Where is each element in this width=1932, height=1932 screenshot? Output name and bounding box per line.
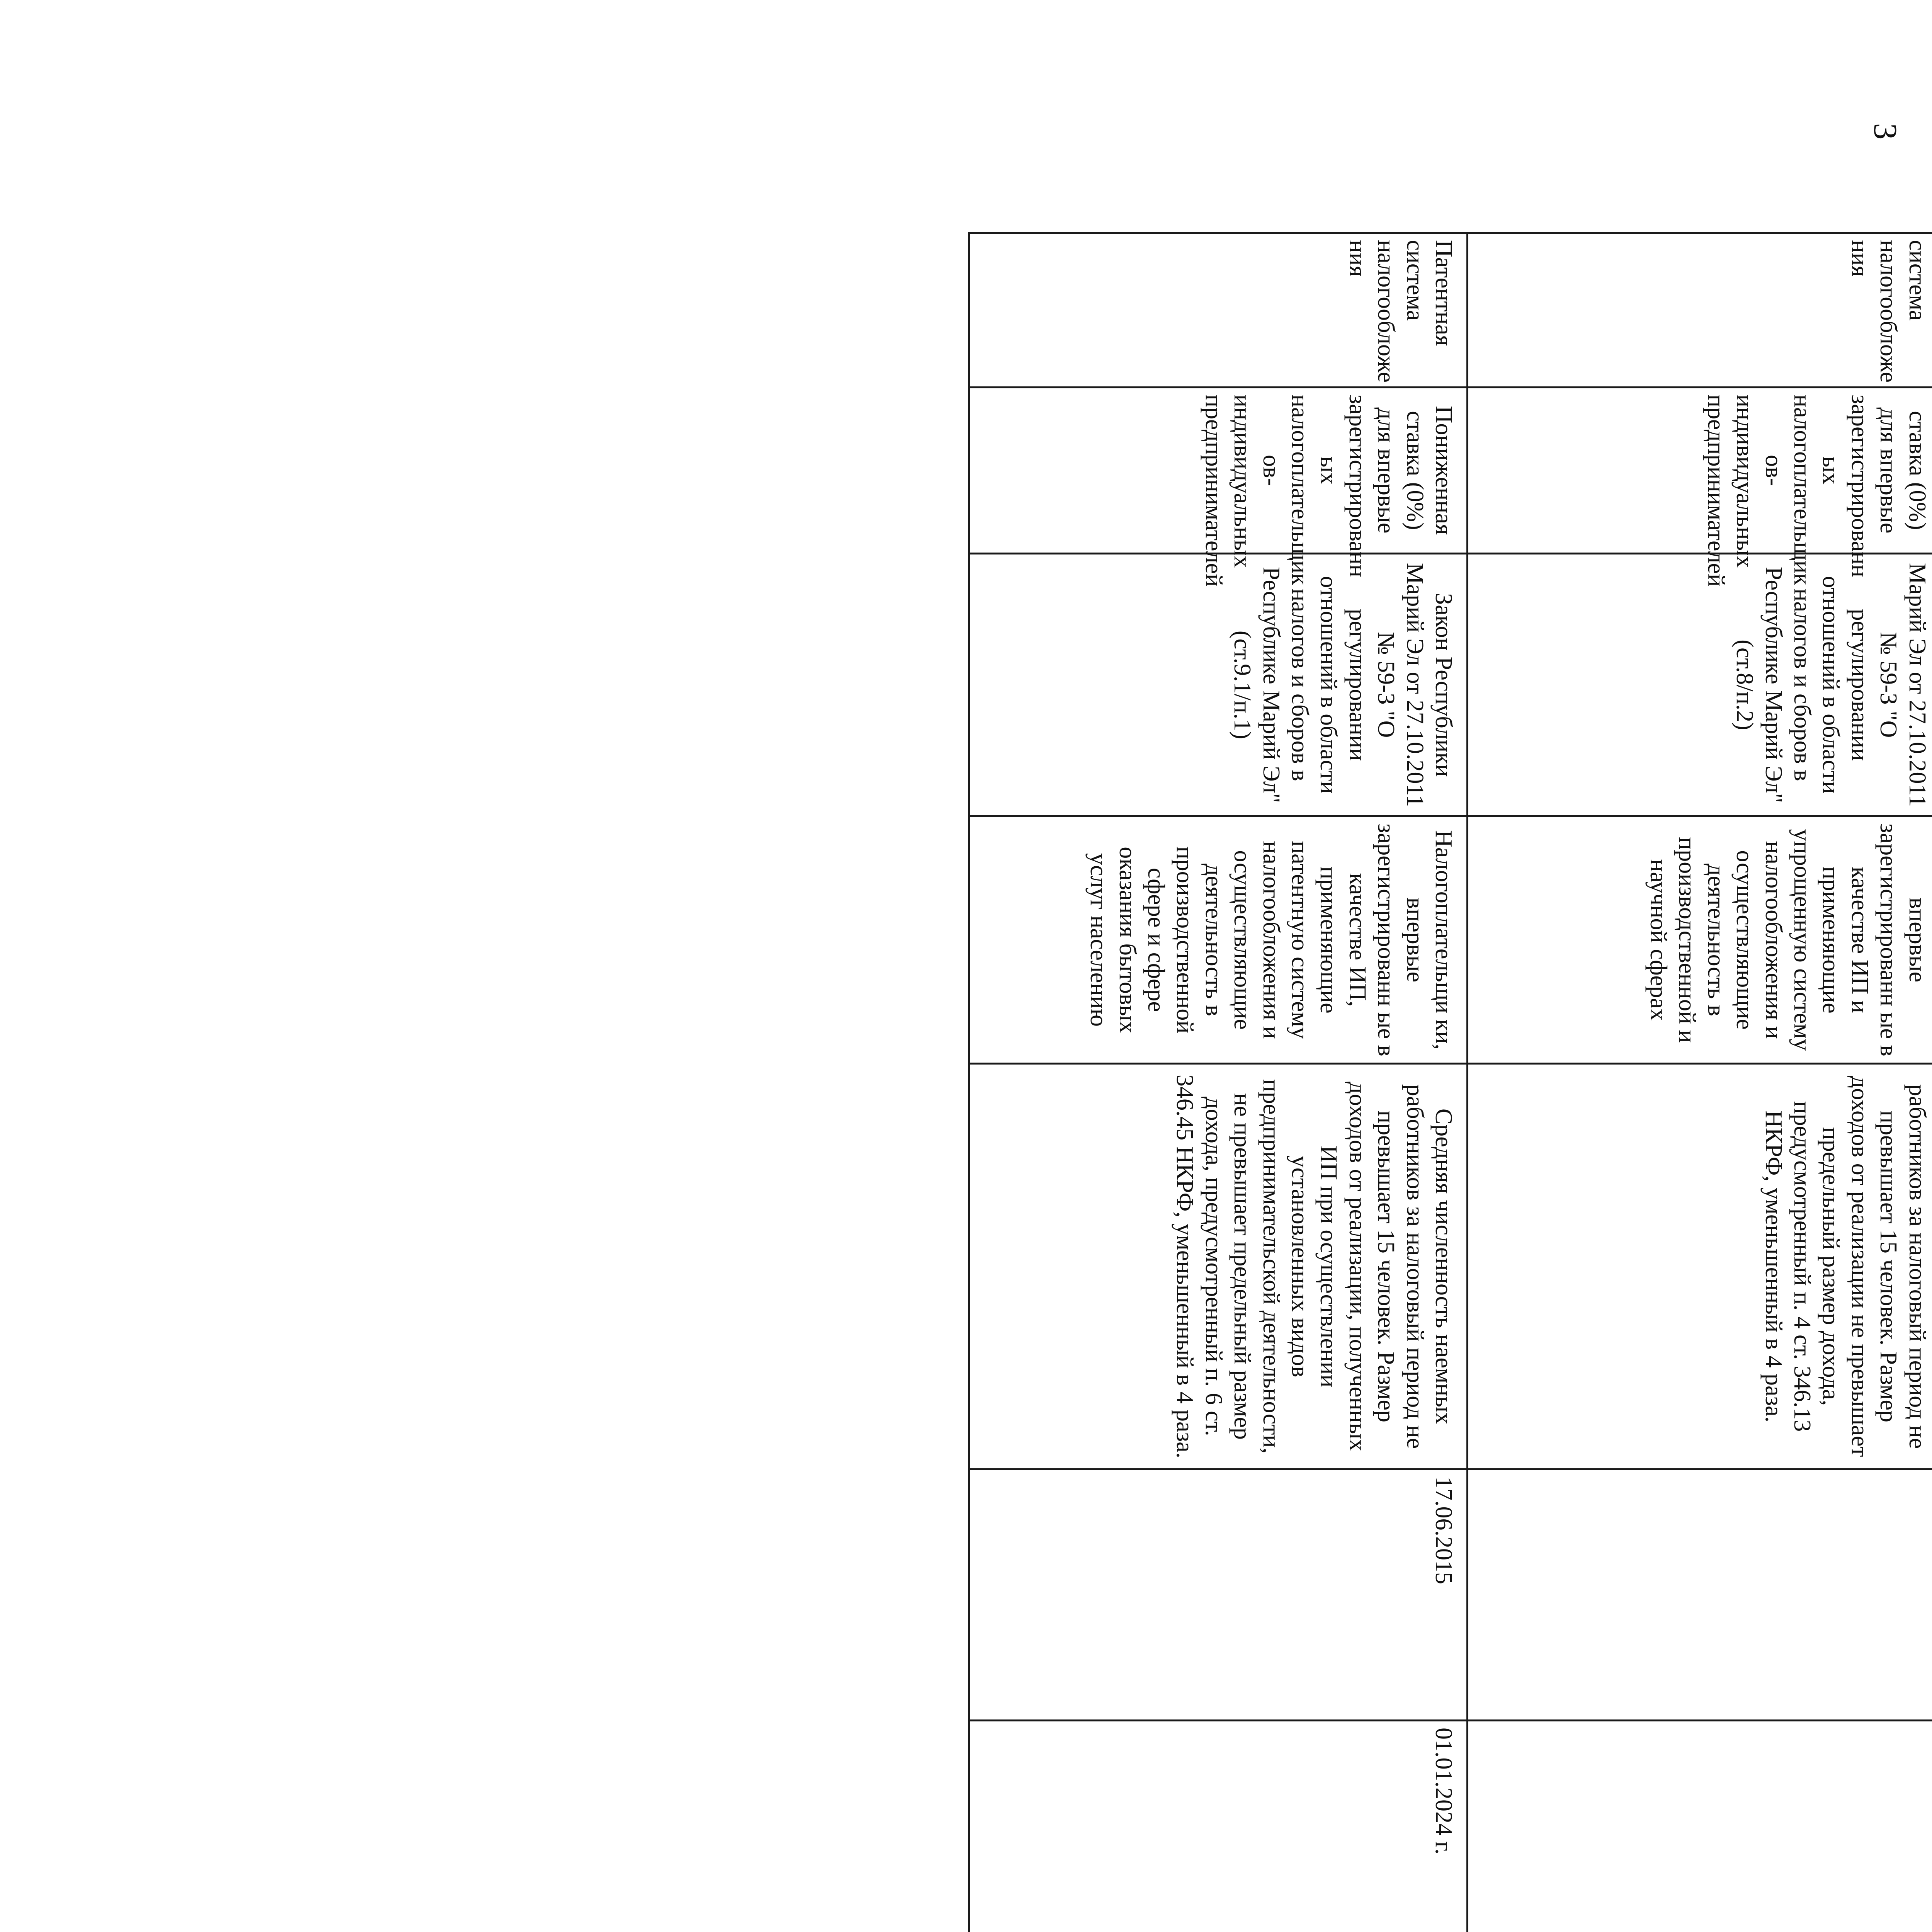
conditions-cell: Средняя численность наемных работников за налоговый период не превышает 15 человек. Размер доходов от реализации, полученных ИП при осуществлении установленных видов предпринимательской деятельности, не превышает предельный размер дохода, предусмотренный п. 6 ст. 346.45 НКРФ, уменьшенный в 4 раза. <box>969 1064 1468 1469</box>
legal-basis-cell: Закон Республики Марий Эл от 27.10.2011 № 59-З "О регулировании отношений в области налогов и сборов в Республике Марий Эл" (ст.9.1/п.1) <box>969 554 1468 816</box>
rotated-table-container <box>970 232 1932 1932</box>
regime-cell: Патентная система налогообложе ния <box>969 233 1468 388</box>
recipients-cell: Налогоплательщи ки, впервые зарегистрированн ые в качестве ИП, применяющие патентную систему налогообложения и осуществляющие деятельность в производственной сфере и сфере оказания бытовых услуг населению <box>969 816 1468 1064</box>
recipients-cell: впервые зарегистрированн ые в качестве ИП и применяющие упрощенную систему налогообложения и осуществляющие деятельность в производственной и научной сферах <box>1468 816 1932 1064</box>
tax-benefits-table <box>968 232 1932 1932</box>
conditions-cell: работников за налоговый период не превышает 15 человек. Размер доходов от реализации не превышает предельный размер дохода, предусмотренный п. 4 ст. 346.13 НКРФ, уменьшенный в 4 раза. <box>1468 1064 1932 1469</box>
end-date-cell <box>1468 1721 1932 1932</box>
start-date-cell <box>1468 1469 1932 1721</box>
benefit-cell: ставка (0%) для впервые зарегистрированн ых налогоплательщик ов- индивидуальных предпринимателей <box>1468 388 1932 554</box>
page-number: 3 <box>1867 123 1904 140</box>
table-row <box>1468 233 1932 1932</box>
benefit-cell: Пониженная ставка (0%) для впервые зарегистрированн ых налогоплательщик ов- индивидуальных предпринимателей <box>969 388 1468 554</box>
legal-basis-cell: Марий Эл от 27.10.2011 № 59-З "О регулировании отношений в области налогов и сборов в Республике Марий Эл" (ст.8/п.2) <box>1468 554 1932 816</box>
end-date-cell: 01.01.2024 г. <box>969 1721 1468 1932</box>
start-date-cell: 17.06.2015 <box>969 1469 1468 1721</box>
regime-cell: система налогообложе ния <box>1468 233 1932 388</box>
table-row <box>969 233 1468 1932</box>
